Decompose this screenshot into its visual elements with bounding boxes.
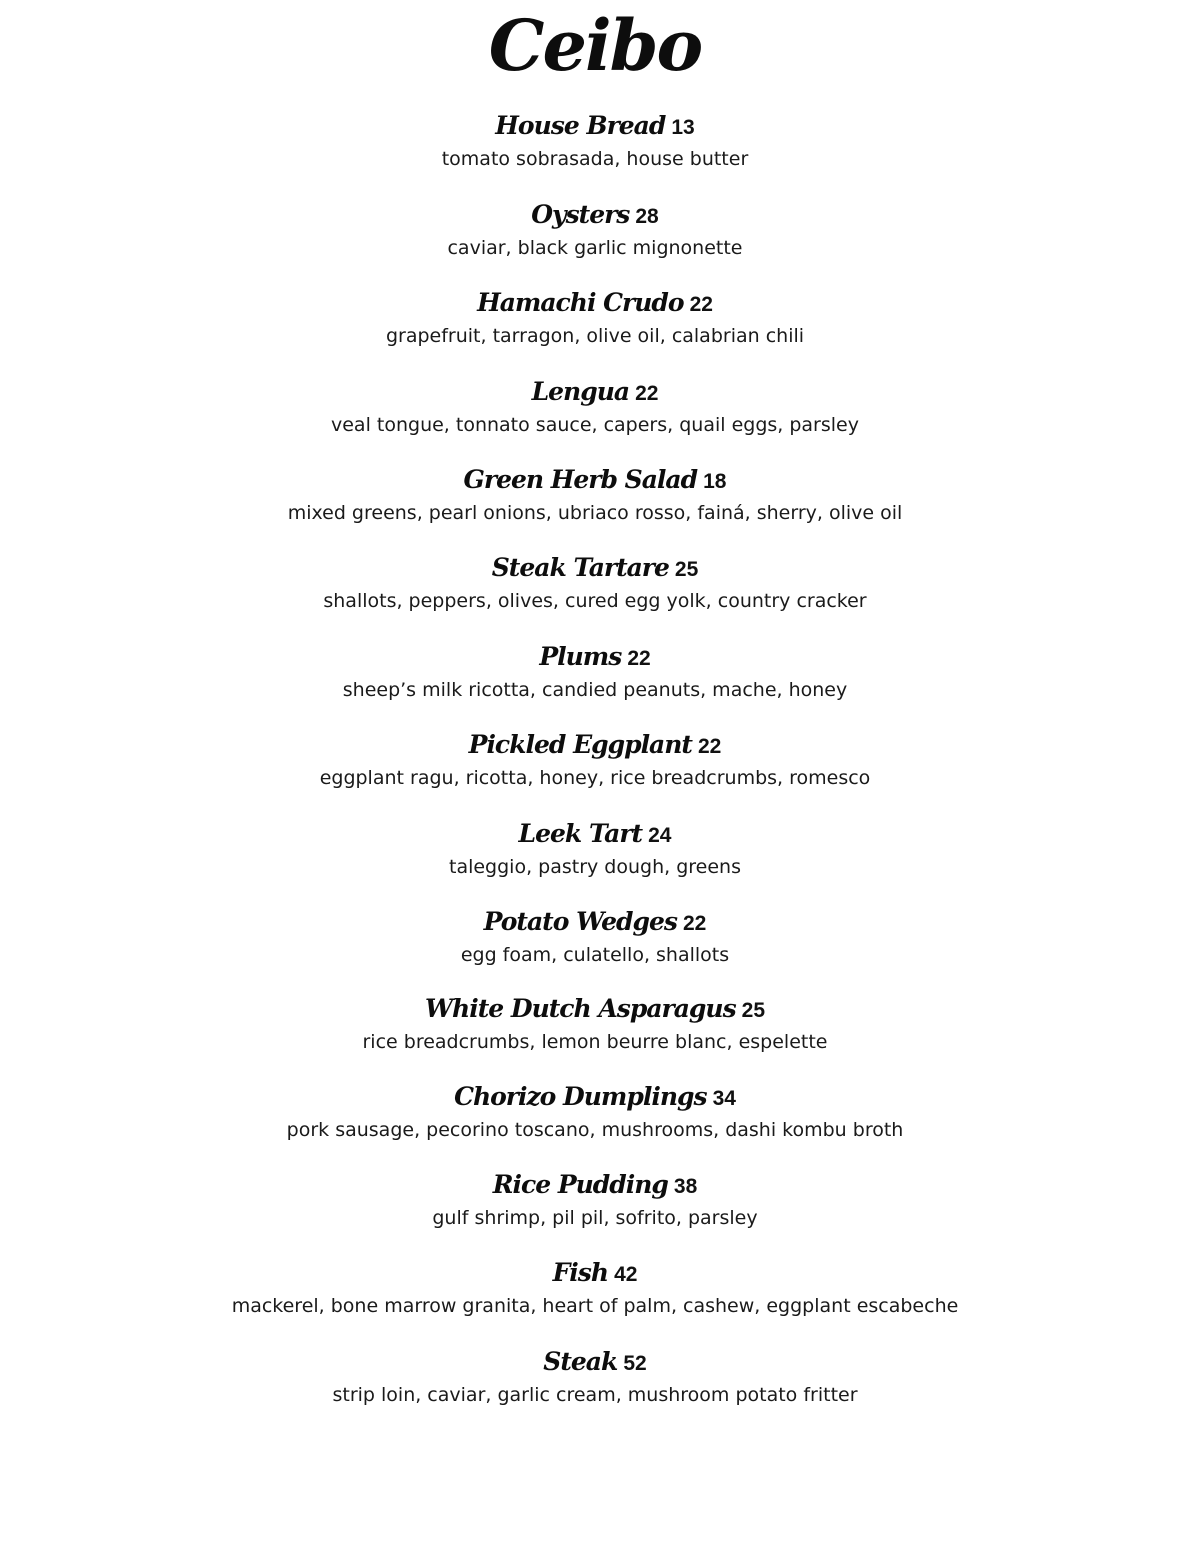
item-price: 28 [635, 205, 659, 228]
item-name: Fish [552, 1258, 609, 1287]
item-name: Steak Tartare [491, 553, 669, 582]
item-name: Steak [543, 1347, 618, 1376]
menu-item [0, 729, 1190, 791]
item-name: White Dutch Asparagus [424, 994, 736, 1023]
item-heading [0, 1346, 1190, 1378]
item-description: egg foam, culatello, shallots [460, 944, 730, 966]
item-description: gulf shrimp, pil pil, sofrito, parsley [432, 1207, 758, 1229]
item-price: 22 [683, 912, 707, 935]
item-price: 22 [627, 647, 651, 670]
item-heading [0, 818, 1190, 850]
item-heading [0, 376, 1190, 408]
item-heading [0, 199, 1190, 231]
item-price: 38 [673, 1175, 698, 1198]
item-price: 22 [689, 293, 713, 316]
item-name: Leek Tart [518, 819, 643, 848]
item-description: strip loin, caviar, garlic cream, mushroom potato fritter [332, 1384, 858, 1406]
item-price: 25 [741, 999, 766, 1022]
item-description: tomato sobrasada, house butter [441, 148, 749, 170]
item-name: Pickled Eggplant [468, 730, 692, 759]
item-price: 13 [671, 116, 695, 139]
item-name: Lengua [531, 377, 630, 406]
item-price: 52 [623, 1352, 647, 1375]
menu-item [0, 993, 1190, 1055]
item-heading [0, 993, 1190, 1025]
item-name: Hamachi Crudo [477, 288, 684, 317]
menu-item [0, 641, 1190, 703]
menu-item [0, 199, 1190, 261]
item-description: pork sausage, pecorino toscano, mushrooms, dashi kombu broth [286, 1119, 904, 1141]
item-name: Green Herb Salad [463, 465, 698, 494]
item-heading [0, 1257, 1190, 1289]
item-heading [0, 552, 1190, 584]
menu-item [0, 464, 1190, 526]
menu-item [0, 376, 1190, 438]
item-name: House Bread [495, 111, 666, 140]
menu-item [0, 906, 1190, 968]
menu-item [0, 287, 1190, 349]
restaurant-name: Ceibo [488, 4, 702, 87]
item-price: 25 [674, 558, 699, 581]
item-heading [0, 641, 1190, 673]
item-heading [0, 729, 1190, 761]
item-description: shallots, peppers, olives, cured egg yolk, country cracker [323, 590, 867, 612]
item-description: rice breadcrumbs, lemon beurre blanc, espelette [362, 1031, 828, 1053]
menu-item [0, 1346, 1190, 1408]
item-heading [0, 1169, 1190, 1201]
item-description: taleggio, pastry dough, greens [449, 856, 741, 878]
item-name: Plums [539, 642, 622, 671]
item-heading [0, 287, 1190, 319]
menu-item [0, 818, 1190, 880]
item-description: grapefruit, tarragon, olive oil, calabrian chili [385, 325, 805, 347]
item-heading [0, 906, 1190, 938]
item-name: Chorizo Dumplings [454, 1082, 707, 1111]
item-description: sheep’s milk ricotta, candied peanuts, mache, honey [342, 679, 848, 701]
item-name: Rice Pudding [492, 1170, 668, 1199]
menu-item [0, 1169, 1190, 1231]
item-name: Oysters [531, 200, 630, 229]
menu-item [0, 1257, 1190, 1319]
item-description: eggplant ragu, ricotta, honey, rice breadcrumbs, romesco [319, 767, 871, 789]
menu-item [0, 110, 1190, 172]
item-name: Potato Wedges [483, 907, 677, 936]
item-heading [0, 1081, 1190, 1113]
menu-item [0, 552, 1190, 614]
item-price: 24 [648, 824, 672, 847]
menu-item [0, 1081, 1190, 1143]
item-price: 22 [697, 735, 722, 758]
item-description: mixed greens, pearl onions, ubriaco rosso, fainá, sherry, olive oil [287, 502, 903, 524]
item-price: 22 [635, 382, 659, 405]
item-description: veal tongue, tonnato sauce, capers, quail eggs, parsley [331, 414, 859, 436]
item-description: caviar, black garlic mignonette [447, 237, 743, 259]
item-price: 42 [614, 1263, 638, 1286]
item-description: mackerel, bone marrow granita, heart of palm, cashew, eggplant escabeche [231, 1295, 959, 1317]
item-heading [0, 110, 1190, 142]
item-heading [0, 464, 1190, 496]
item-price: 18 [703, 470, 727, 493]
item-price: 34 [712, 1087, 736, 1110]
